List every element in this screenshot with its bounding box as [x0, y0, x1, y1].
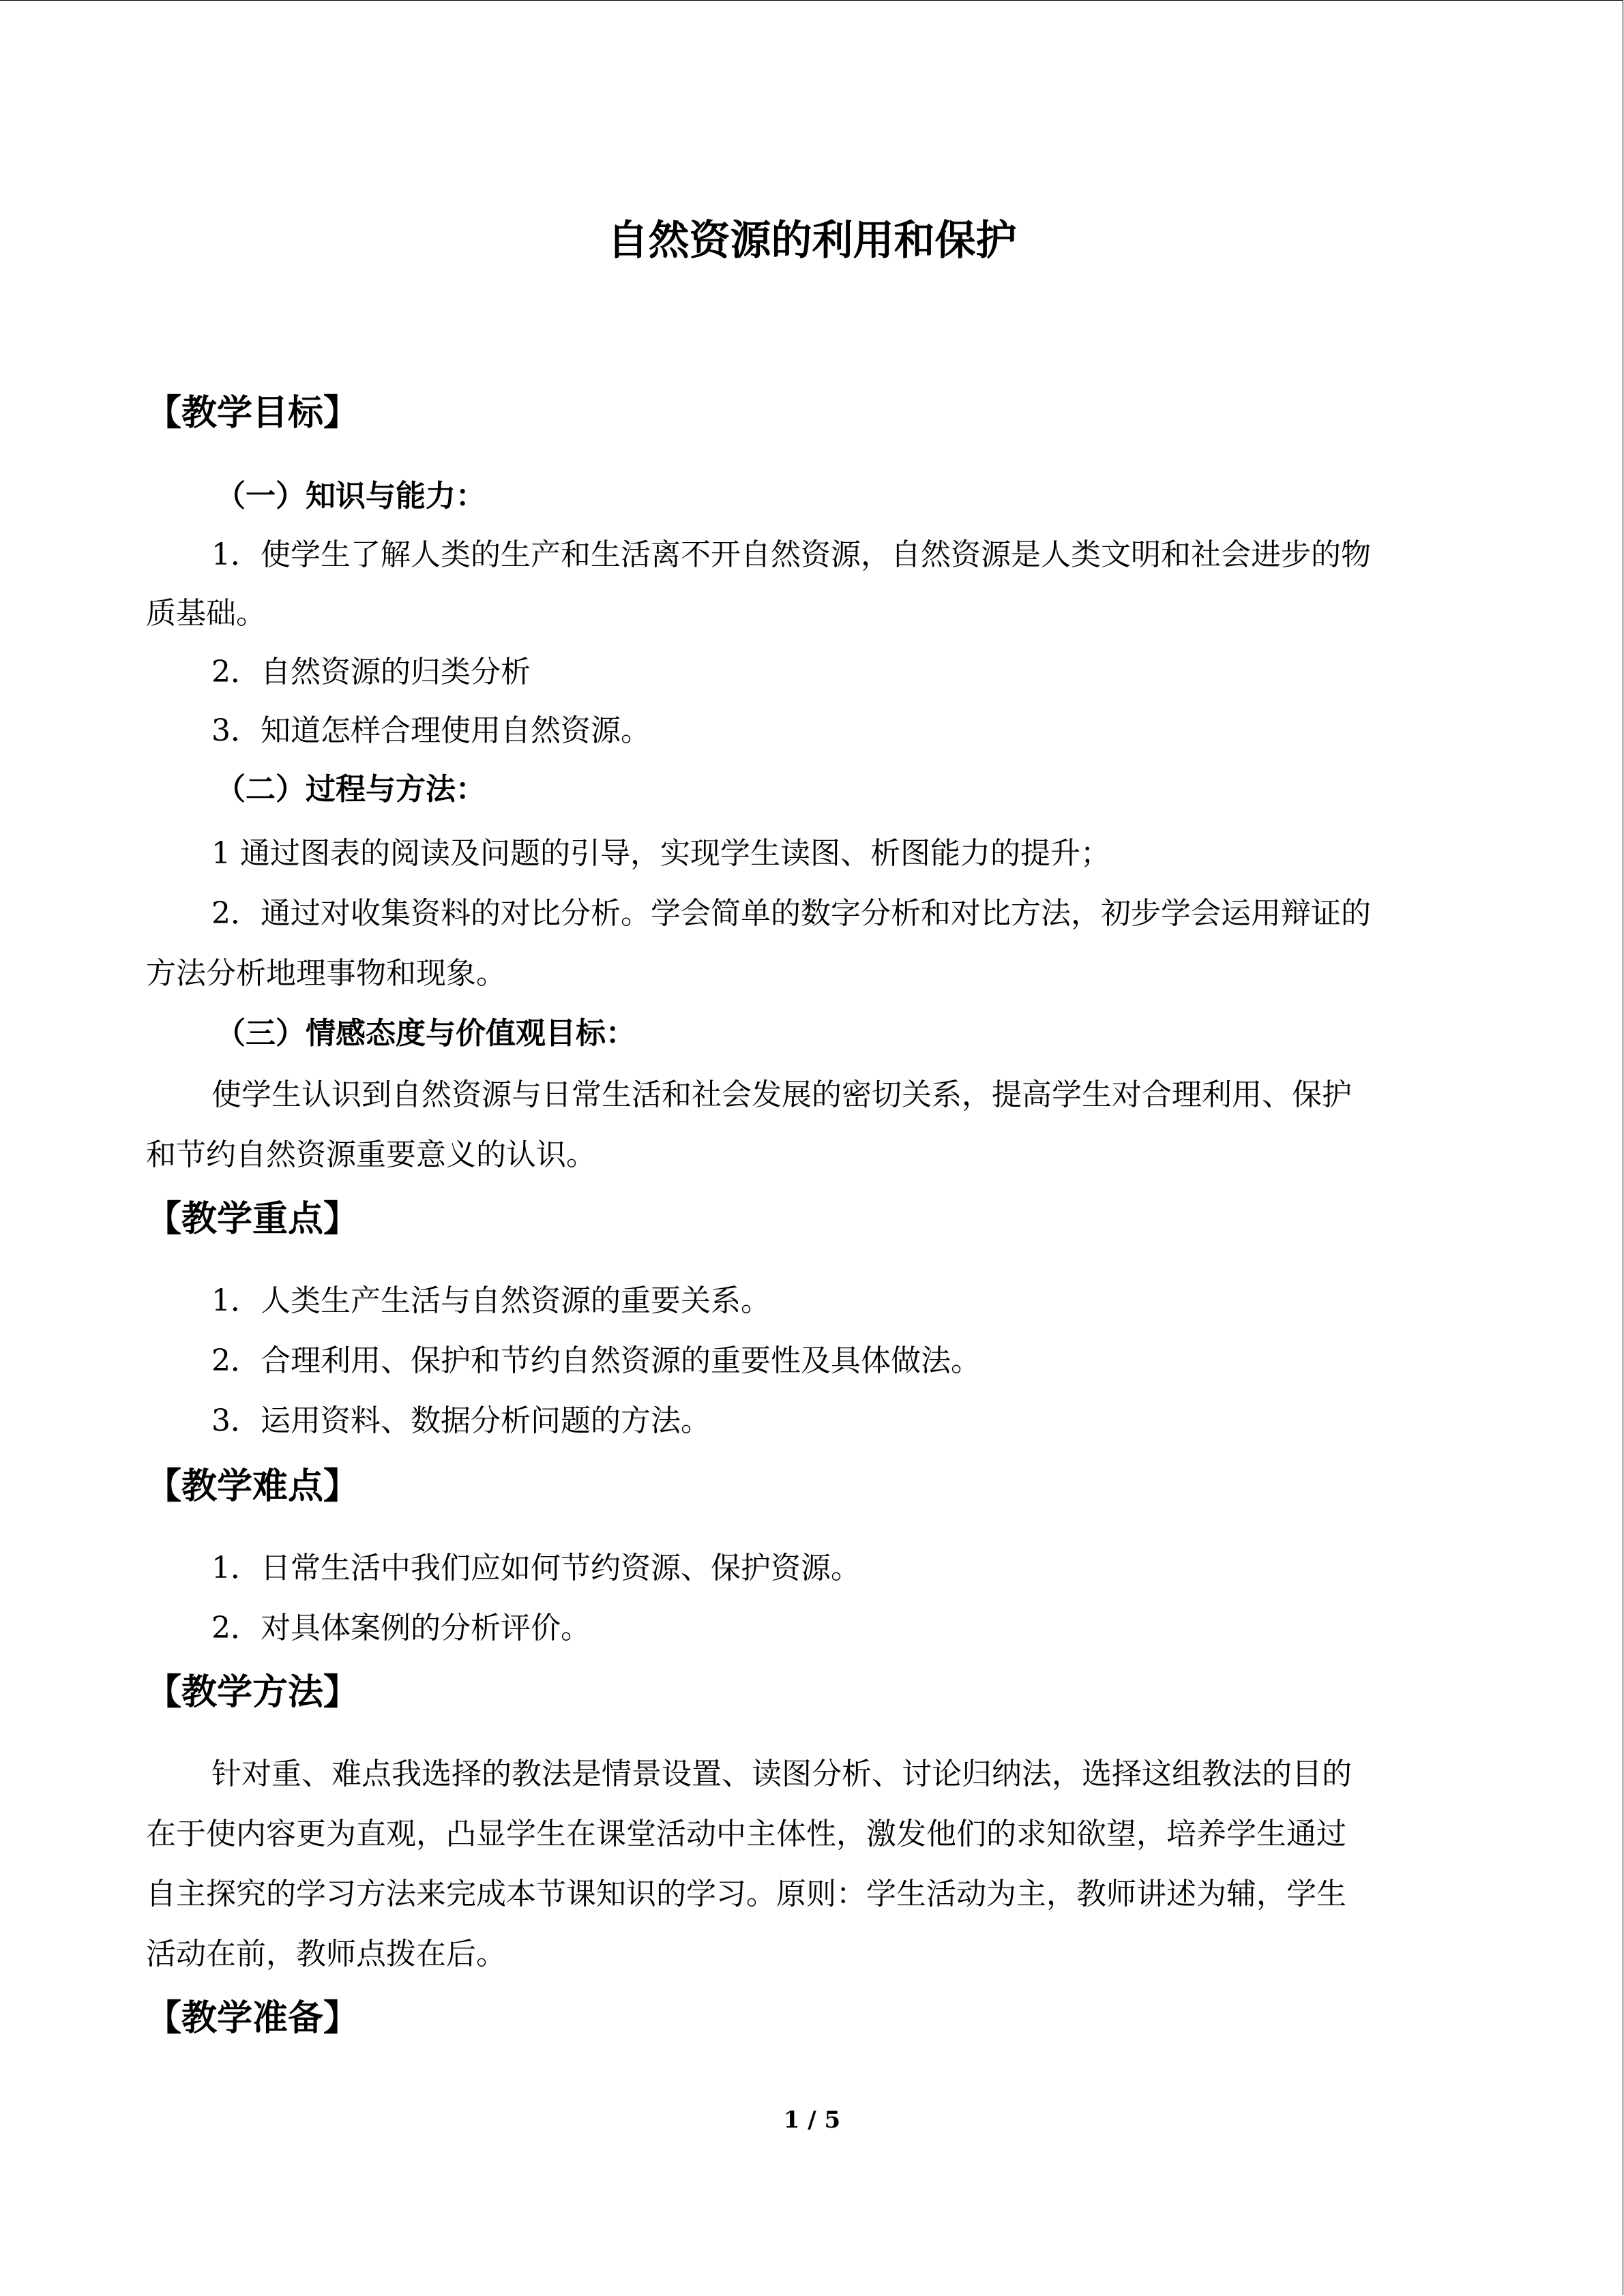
list-item: 2．合理利用、保护和节约自然资源的重要性及具体做法。	[211, 1343, 981, 1378]
section-heading-difficulties: 【教学难点】	[146, 1465, 359, 1507]
text-line: 3．知道怎样合理使用自然资源。	[211, 713, 651, 748]
text-line: 质基础。	[146, 596, 266, 631]
text-line: 2．通过对收集资料的对比分析。学会简单的数字分析和对比方法，初步学会运用辩证的	[211, 896, 1371, 931]
text-line: 2．自然资源的归类分析	[211, 655, 531, 689]
list-item: 3．运用资料、数据分析问题的方法。	[211, 1403, 711, 1438]
section-heading-preparation: 【教学准备】	[146, 1997, 359, 2039]
text-line: 使学生认识到自然资源与日常生活和社会发展的密切关系，提高学生对合理利用、保护	[211, 1077, 1352, 1112]
text-line: 活动在前，教师点拨在后。	[146, 1937, 506, 1971]
text-line: 针对重、难点我选择的教法是情景设置、读图分析、讨论归纳法，选择这组教法的目的	[211, 1757, 1352, 1791]
text-line: 自主探究的学习方法来完成本节课知识的学习。原则：学生活动为主，教师讲述为辅，学生	[146, 1877, 1346, 1911]
section-heading-methods: 【教学方法】	[146, 1671, 359, 1713]
section-heading-keypoints: 【教学重点】	[146, 1198, 359, 1240]
subhead-emotion: （三）情感态度与价值观目标：	[216, 1016, 636, 1051]
subhead-process: （二）过程与方法：	[216, 772, 486, 807]
subhead-knowledge: （一）知识与能力：	[216, 479, 486, 513]
text-line: 方法分析地理事物和现象。	[146, 956, 506, 991]
text-line: 1．使学生了解人类的生产和生活离不开自然资源，自然资源是人类文明和社会进步的物	[211, 537, 1371, 572]
document-title: 自然资源的利用和保护	[607, 217, 1017, 265]
page-number: 1 / 5	[783, 2106, 841, 2134]
list-item: 1．日常生活中我们应如何节约资源、保护资源。	[211, 1551, 861, 1585]
text-line: 和节约自然资源重要意义的认识。	[146, 1137, 596, 1172]
section-heading-objectives: 【教学目标】	[146, 392, 359, 434]
text-line: 1 通过图表的阅读及问题的引导，实现学生读图、析图能力的提升；	[211, 836, 1110, 871]
list-item: 2．对具体案例的分析评价。	[211, 1611, 591, 1645]
text-line: 在于使内容更为直观，凸显学生在课堂活动中主体性，激发他们的求知欲望，培养学生通过	[146, 1817, 1346, 1851]
list-item: 1．人类生产生活与自然资源的重要关系。	[211, 1283, 771, 1318]
